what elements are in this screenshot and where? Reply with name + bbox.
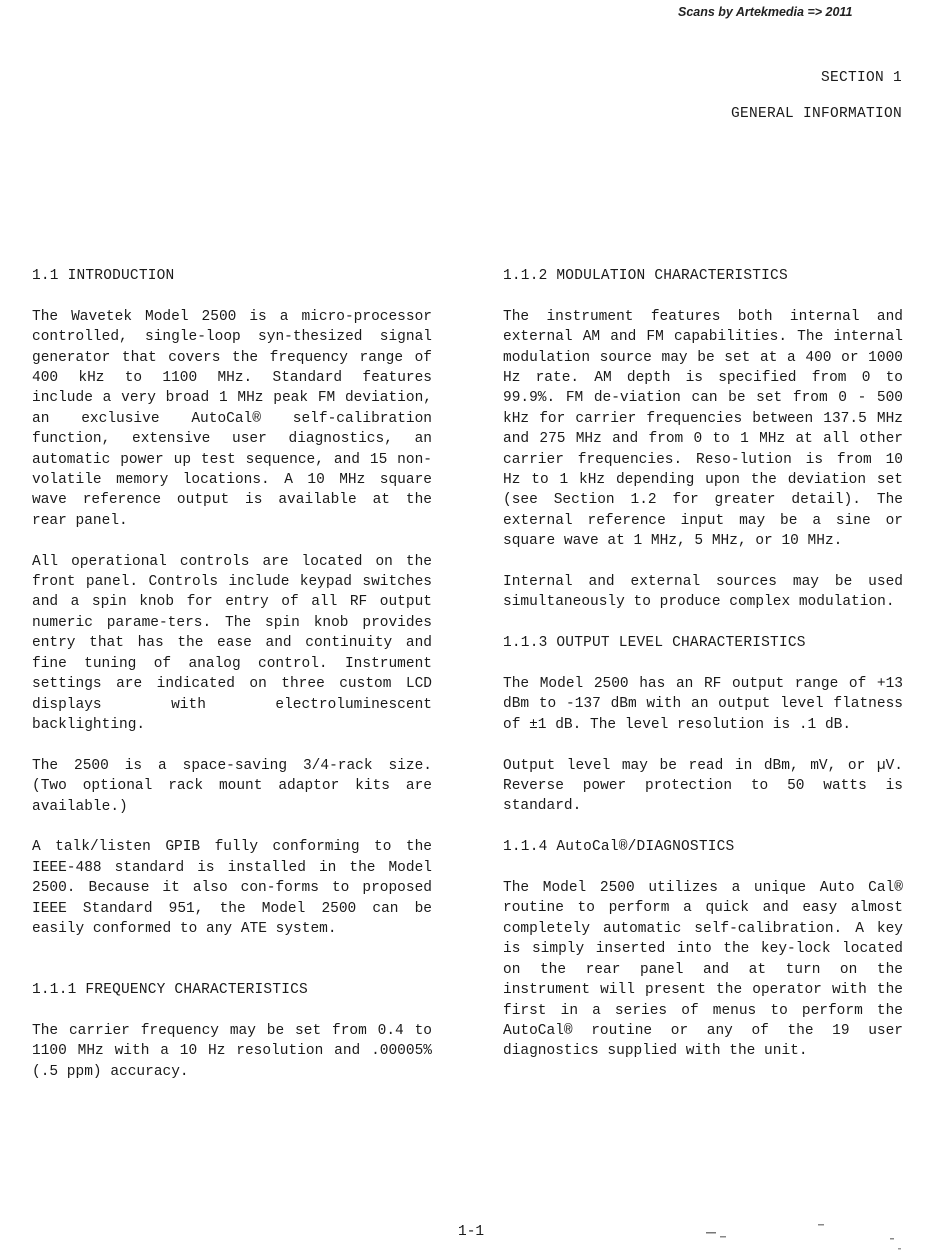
modulation-paragraph-1: The instrument features both internal and external AM and FM capabilities. The internal modulation source may be set at a 400 or 1000 Hz rate. AM depth is specified from 0 to 99.9%. FM de-viation can be set from 0 - 500 kHz for carrier frequencies between 137.5 MHz and 275 MHz and from 0 to 1 MHz at all other carrier frequencies. Reso-lution is from 10 Hz to 1 kHz depending upon the deviation set (see Section 1.2 for greater detail). The external reference input may be a sine or square wave at 1 MHz, 5 MHz, or 10 MHz. bbox=[503, 308, 903, 550]
introduction-paragraph-1: The Wavetek Model 2500 is a micro-processor controlled, single-loop syn-thesized signal generator that covers the frequency range of 400 kHz to 1100 MHz. Standard features include a very broad 1 MHz peak FM deviation, an exclusive AutoCal® self-calibration function, extensive user diagnostics, an automatic power up test sequence, and 15 non-volatile memory locations. A 10 MHz square wave reference output is available at the rear panel. bbox=[32, 308, 432, 529]
left-column bbox=[32, 266, 432, 1082]
modulation-paragraph-2: Internal and external sources may be used simultaneously to produce complex modulation. bbox=[503, 574, 903, 611]
frequency-paragraph-1: The carrier frequency may be set from 0.4 to 1100 MHz with a 10 Hz resolution and .00005% (.5 ppm) accuracy. bbox=[32, 1022, 432, 1080]
page-number: 1-1 bbox=[458, 1224, 485, 1240]
section-number: SECTION 1 bbox=[820, 70, 902, 86]
scan-specks bbox=[700, 1218, 920, 1254]
output-level-paragraph-2: Output level may be read in dBm, mV, or µV. Reverse power protection to 50 watts is standard. bbox=[503, 757, 903, 815]
section-title: GENERAL INFORMATION bbox=[730, 106, 902, 122]
modulation-heading: 1.1.2 MODULATION CHARACTERISTICS bbox=[503, 268, 788, 284]
output-level-paragraph-1: The Model 2500 has an RF output range of +13 dBm to -137 dBm with an output level flatness of ±1 dB. The level resolution is .1 dB. bbox=[503, 676, 903, 733]
right-column bbox=[503, 266, 903, 1062]
introduction-paragraph-4: A talk/listen GPIB fully conforming to the IEEE-488 standard is installed in the Model 2500. Because it also con-forms to proposed IEEE Standard 951, the Model 2500 can be easily conformed to any ATE system. bbox=[32, 839, 432, 937]
introduction-heading: 1.1 INTRODUCTION bbox=[32, 268, 175, 284]
autocal-paragraph-1: The Model 2500 utilizes a unique Auto Cal® routine to perform a quick and easy almost completely automatic self-calibration. A key is simply inserted into the key-lock located on the rear panel and at turn on the instrument will present the operator with the first in a series of menus to perform the AutoCal® routine or any of the 19 user diagnostics supplied with the unit. bbox=[503, 880, 903, 1060]
introduction-paragraph-2: All operational controls are located on the front panel. Controls include keypad switches and a spin knob for entry of all RF output numeric parame-ters. The spin knob provides entry that has the ease and continuity and fine tuning of analog control. Instrument settings are indicated on three custom LCD displays with electroluminescent backlighting. bbox=[32, 553, 432, 733]
autocal-heading: 1.1.4 AutoCal®/DIAGNOSTICS bbox=[503, 839, 735, 856]
scan-credit: Scans by Artekmedia => 2011 bbox=[678, 5, 853, 19]
introduction-paragraph-3: The 2500 is a space-saving 3/4-rack size. (Two optional rack mount adaptor kits are available.) bbox=[32, 757, 432, 815]
output-level-heading: 1.1.3 OUTPUT LEVEL CHARACTERISTICS bbox=[503, 635, 806, 652]
frequency-heading: 1.1.1 FREQUENCY CHARACTERISTICS bbox=[32, 982, 308, 999]
